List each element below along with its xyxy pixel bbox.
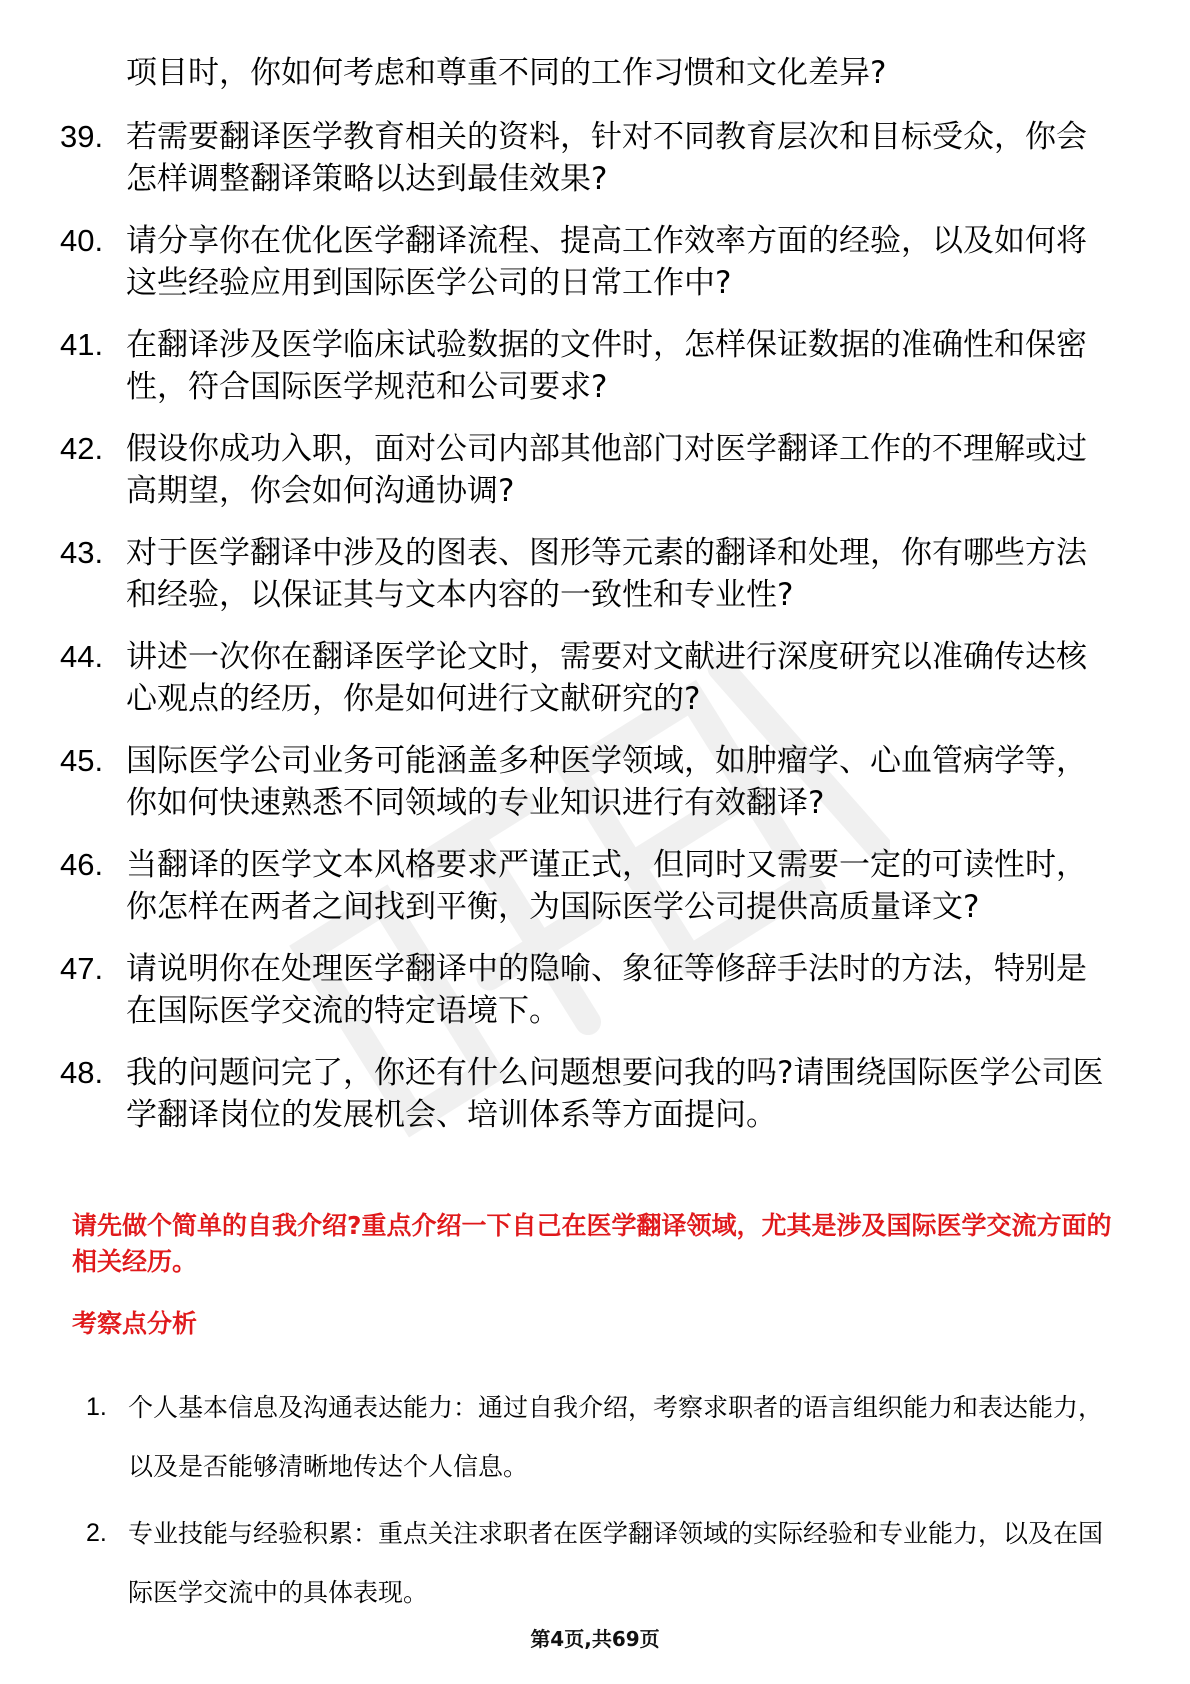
analysis-heading: 考察点分析 <box>72 1309 198 1338</box>
question-text: 假设你成功入职，面对公司内部其他部门对医学翻译工作的不理解或过高期望，你会如何沟通协调? <box>126 431 1087 509</box>
question-text: 在翻译涉及医学临床试验数据的文件时，怎样保证数据的准确性和保密性，符合国际医学规范和公司要求? <box>126 327 1087 405</box>
question-continuation: 项目时，你如何考虑和尊重不同的工作习惯和文化差异? <box>126 55 887 91</box>
question-number: 41. <box>60 327 104 362</box>
question-text: 若需要翻译医学教育相关的资料，针对不同教育层次和目标受众，你会怎样调整翻译策略以达到最佳效果? <box>126 119 1087 197</box>
question-list <box>60 52 1110 1156</box>
question-item <box>60 428 1110 512</box>
page-footer: 第4页,共69页 <box>530 1627 660 1651</box>
analysis-item <box>86 1504 1116 1622</box>
question-item <box>60 532 1110 616</box>
question-text: 请说明你在处理医学翻译中的隐喻、象征等修辞手法时的方法，特别是在国际医学交流的特定语境下。 <box>126 951 1087 1029</box>
question-item <box>60 116 1110 200</box>
question-item <box>60 324 1110 408</box>
question-text: 对于医学翻译中涉及的图表、图形等元素的翻译和处理，你有哪些方法和经验，以保证其与文本内容的一致性和专业性? <box>126 535 1087 613</box>
question-number: 44. <box>60 639 104 674</box>
analysis-list <box>86 1378 1116 1630</box>
question-item <box>60 636 1110 720</box>
question-number: 42. <box>60 431 104 466</box>
question-text: 国际医学公司业务可能涵盖多种医学领域，如肿瘤学、心血管病学等，你如何快速熟悉不同领域的专业知识进行有效翻译? <box>126 743 1087 821</box>
question-text: 当翻译的医学文本风格要求严谨正式，但同时又需要一定的可读性时，你怎样在两者之间找到平衡，为国际医学公司提供高质量译文? <box>126 847 1087 925</box>
question-number: 40. <box>60 223 104 258</box>
analysis-number: 1. <box>86 1393 107 1421</box>
question-item <box>60 948 1110 1032</box>
question-number: 47. <box>60 951 104 986</box>
question-number: 46. <box>60 847 104 882</box>
analysis-text: 专业技能与经验积累：重点关注求职者在医学翻译领域的实际经验和专业能力，以及在国际医学交流中的具体表现。 <box>128 1519 1104 1607</box>
question-number: 43. <box>60 535 104 570</box>
question-text: 我的问题问完了，你还有什么问题想要问我的吗?请围绕国际医学公司医学翻译岗位的发展机会、培训体系等方面提问。 <box>126 1055 1104 1133</box>
analysis-number: 2. <box>86 1519 107 1547</box>
question-item <box>60 1052 1110 1136</box>
question-item <box>60 844 1110 928</box>
question-text: 请分享你在优化医学翻译流程、提高工作效率方面的经验，以及如何将这些经验应用到国际医学公司的日常工作中? <box>126 223 1087 301</box>
analysis-item <box>86 1378 1116 1496</box>
question-item <box>60 740 1110 824</box>
highlighted-question: 请先做个简单的自我介绍?重点介绍一下自己在医学翻译领域，尤其是涉及国际医学交流方面的相关经历。 <box>72 1211 1112 1276</box>
question-number: 45. <box>60 743 104 778</box>
analysis-text: 个人基本信息及沟通表达能力：通过自我介绍，考察求职者的语言组织能力和表达能力，以及是否能够清晰地传达个人信息。 <box>128 1393 1104 1481</box>
question-text: 讲述一次你在翻译医学论文时，需要对文献进行深度研究以准确传达核心观点的经历，你是如何进行文献研究的? <box>126 639 1087 717</box>
question-number: 48. <box>60 1055 104 1090</box>
question-number: 39. <box>60 119 104 154</box>
question-item <box>60 220 1110 304</box>
